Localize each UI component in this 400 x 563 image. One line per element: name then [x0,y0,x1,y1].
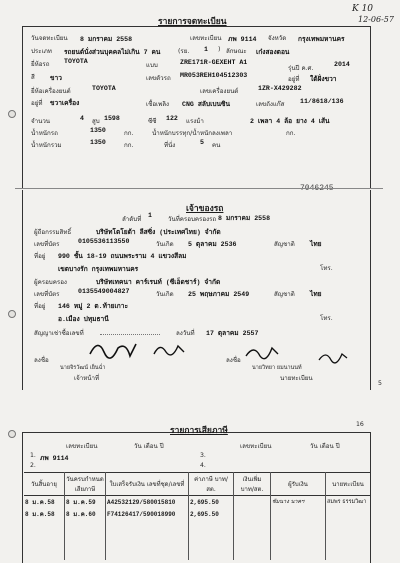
owner-dob-label: วันเกิด [156,241,174,248]
year: 2014 [334,61,350,68]
cell-registrar: สมพร ธรรมวิฒา [327,499,367,505]
holder-addr-2: อ.เมือง ปทุมธานี [58,316,109,323]
th-registrar: นายทะเบียน [332,481,364,488]
signature-4 [316,348,350,370]
seats: 5 [200,139,204,146]
th-due: วันครบกำหนดเสียภาษี [65,473,106,496]
owner-addr-2: เขตบางรัก กรุงเทพมหานคร [58,266,139,273]
engine-brand-label: ยี่ห้อเครื่องยนต์ [31,88,71,95]
owner-id-label: เลขที่บัตร [34,241,60,248]
margin-number: 5 [378,380,382,387]
corner-note-1: K 10 [352,4,374,14]
year-label: รุ่นปี ค.ศ. [288,65,314,72]
province: กรุงเทพมหานคร [298,36,345,43]
tank-no: 11/8618/136 [300,98,344,105]
col-date-b: วัน เดือน ปี [310,443,340,450]
holder-nat-label: สัญชาติ [274,291,295,298]
color-label: สี [31,74,35,81]
hp-unit: แรงม้า [186,118,204,125]
province-label: จังหวัด [268,35,287,42]
style-label: (รย. [178,48,190,55]
table-row [24,496,370,509]
sign-left-name: นายจิรวัฒน์ เย็นฉ่ำ [60,365,106,371]
tank-label: เลขถังแก๊ส [256,101,285,108]
th-add: เงินเพิ่ม บาท/สต. [234,473,271,496]
fuel-label: เชื้อเพลิง [146,101,170,108]
contract-label: สัญญาเช่าซื้อเลขที่ [34,330,84,337]
cell-payee: ชัมนาง นาคฯ [271,496,326,509]
model: ZRE171R-GEXEHT A1 [180,59,248,66]
holder-nat: ไทย [310,291,322,298]
possession-date-label: วันที่ครอบครองรถ [168,216,217,223]
type-label: ประเภท [31,48,52,55]
section3-title: รายการเสียภาษี [170,426,228,436]
cyl-unit: สูบ [92,118,100,125]
order-label: ลำดับที่ [122,216,142,223]
cell-add [234,496,271,509]
holder-id-label: เลขที่บัตร [34,291,60,298]
section2-title: เจ้าของรถ [186,204,224,214]
plate-label: เลขทะเบียน [190,35,222,42]
total-label: น้ำหนักรวม [31,142,62,149]
cyl-label: จำนวน [31,118,51,125]
sign-right-name: นายวิทยา ยมนานนท์ [252,365,302,371]
axle-info: 2 เพลา 4 ล้อ ยาง 4 เส้น [250,118,330,125]
model-label: แบบ [146,62,158,69]
brand-label: ยี่ห้อรถ [31,61,50,68]
cc-unit: ซีซี [148,118,157,125]
sign-left-role: เจ้าหน้าที่ [74,375,100,382]
section-divider [15,188,383,189]
signature-2 [150,338,190,364]
cell-add [234,508,271,520]
cell-receipt: F74126417/590018990 [106,508,189,520]
engine-no-label: เลขเครื่องยนต์ [200,88,239,95]
table-row [24,508,370,520]
section3-left-border [22,432,23,563]
fuel: CNG สลับเบนซิน [182,101,231,108]
seats-unit: คน [212,142,221,149]
engine-brand: TOYOTA [92,85,116,92]
vehicle-type: รถยนต์นั่งส่วนบุคคลไม่เกิน 7 คน [64,49,161,56]
holder-addr: 146 หมู่ 2 ต.ท้ายเกาะ [58,303,129,310]
plate: ภพ 9114 [228,36,257,43]
reg-date-label: วันจดทะเบียน [31,35,68,42]
owner-addr: 990 ชั้น 18-19 ถนนพระราม 4 แขวงสีลม [58,253,187,260]
th-tax: ค่าภาษี บาท/สต. [189,473,234,496]
hp: 122 [166,115,178,122]
col-plate-b: เลขทะเบียน [240,443,272,450]
owner-phone-label: โทร. [320,265,333,272]
owner-nat: ไทย [310,241,322,248]
punch-hole [8,110,16,118]
style-close: ) [218,46,221,53]
col-date-a: วัน เดือน ปี [134,443,164,450]
section1-title: รายการจดทะเบียน [158,17,227,27]
brand: TOYOTA [64,58,88,65]
total-unit: กก. [124,142,134,149]
engine-loc: ขวาเครื่อง [50,100,80,107]
owner-nat-label: สัญชาติ [274,241,295,248]
cell-due: 8 ม.ค.60 [65,508,106,520]
holder-dob-label: วันเกิด [156,291,174,298]
th-expiry: วันสิ้นอายุ [24,473,65,496]
holder-label: ผู้ครอบครอง [34,279,67,286]
chassis-loc: ใต้ฝั่งขวา [310,76,337,83]
cell-tax: 2,695.50 [189,496,234,509]
total-weight: 1350 [90,139,106,146]
contract-date-label: ลงวันที่ [176,330,195,337]
load-unit: กก. [286,130,296,137]
engine-loc-label: อยู่ที่ [31,100,43,107]
owner-name: บริษัทโตโยต้า ลีสซิ่ง (ประเทศไทย) จำกัด [96,229,221,236]
cell-expiry: 8 ม.ค.58 [24,496,65,509]
punch-hole [8,310,16,318]
history-row-2-no: 2. [30,462,36,469]
section3-right-border [370,432,371,563]
owner-label: ผู้ถือกรรมสิทธิ์ [34,229,72,236]
section1-left-border [22,26,23,188]
holder-phone-label: โทร. [320,315,333,322]
reg-date: 8 มกราคม 2558 [80,36,133,43]
load-label: น้ำหนักบรรทุก/น้ำหนักลงเพลา [152,130,233,137]
cylinders: 4 [80,115,84,122]
body-type: เก๋งสองตอน [256,49,290,56]
page-number: 16 [356,421,364,428]
th-receipt: ใบเสร็จรับเงิน เลขที่ชุด/เลขที่ [106,473,189,496]
sign-right-role: นายทะเบียน [280,375,313,382]
holder-dob: 25 พฤษภาคม 2549 [188,291,250,298]
contract-line [100,334,160,335]
cell-tax: 2,695.50 [189,508,234,520]
cell-expiry: 8 ม.ค.58 [24,508,65,520]
col-plate-a: เลขทะเบียน [66,443,98,450]
body-label: ลักษณะ [226,48,247,55]
engine-no: 1ZR-X429282 [258,85,302,92]
corner-note-2: 12-06-57 [358,15,394,24]
cell-payee [271,508,326,520]
section2-left-border [22,190,23,390]
possession-date: 8 มกราคม 2558 [218,215,271,222]
holder-addr-label: ที่อยู่ [34,303,46,310]
sign-right-label: ลงชื่อ [226,357,241,364]
chassis-loc-label: อยู่ที่ [288,76,300,83]
section1-right-border [370,26,371,188]
cell-receipt: A42532129/580015810 [106,496,189,509]
tax-table [24,472,370,560]
section2-right-border [370,190,371,390]
chassis-no: MR053REH104512303 [180,72,248,79]
sign-left-label: ลงชื่อ [34,357,49,364]
weight-unit: กก. [124,130,134,137]
chassis-label: เลขตัวรถ [146,75,171,82]
owner-id: 0105536113550 [78,238,130,245]
th-payee: ผู้รับเงิน [271,473,326,496]
history-row-3-no: 3. [200,452,206,459]
signature-1 [86,336,146,366]
punch-hole [8,430,16,438]
weight: 1350 [90,127,106,134]
cell-due: 8 ม.ค.59 [65,496,106,509]
history-row-1-no: 1. [30,452,36,459]
owner-dob: 5 ตุลาคม 2536 [188,241,237,248]
holder-id: 0135549004827 [78,288,130,295]
style-no: 1 [204,46,208,53]
history-row-4-no: 4. [200,462,206,469]
cell-registrar [326,508,371,520]
history-row-1-plate: ภพ 9114 [40,455,69,462]
seats-label: ที่นั่ง [164,142,176,149]
contract-date: 17 ตุลาคม 2557 [206,330,259,337]
owner-addr-label: ที่อยู่ [34,253,46,260]
cc: 1598 [104,115,120,122]
color: ขาว [50,75,62,82]
weight-label: น้ำหนักรถ [31,130,58,137]
holder-name: บริษัทเทคนา คาร์เรนท์ (ซีเอ็ดชาร์) จำกัด [96,279,221,286]
signature-3 [242,342,282,366]
order-no: 1 [148,212,152,219]
